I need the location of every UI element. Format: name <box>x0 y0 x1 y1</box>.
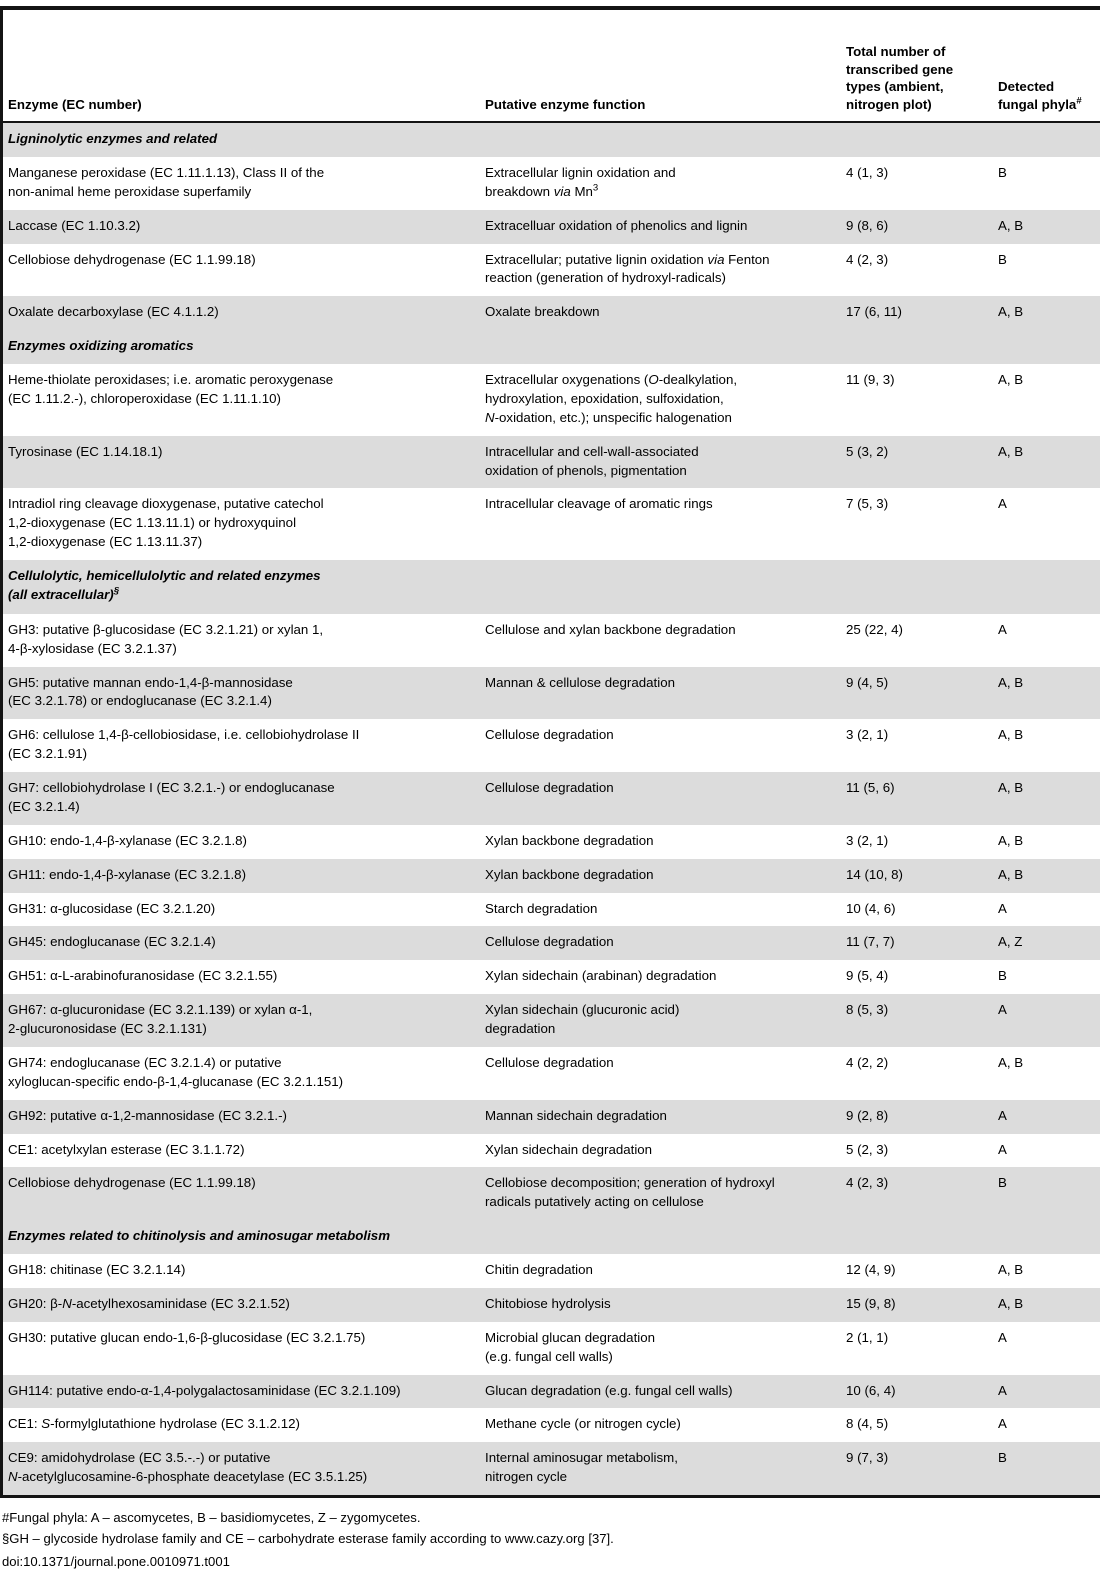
column-header-total-line4: nitrogen plot) <box>846 97 932 113</box>
cell-transcribed-gene-types: 10 (6, 4) <box>838 1375 990 1409</box>
cell-detected-fungal-phyla: A, B <box>990 210 1100 244</box>
footnote-fungal-phyla: #Fungal phyla: A – ascomycetes, B – basidiomycetes, Z – zygomycetes. <box>2 1510 421 1525</box>
cell-function: Extracelluar oxidation of phenolics and lignin <box>477 210 838 244</box>
footnote-enzyme-families: §GH – glycoside hydrolase family and CE – carbohydrate esterase family according to www.cazy.org [37]. <box>2 1531 614 1547</box>
cell-transcribed-gene-types: 9 (5, 4) <box>838 960 990 994</box>
cell-enzyme: GH6: cellulose 1,4-β-cellobiosidase, i.e. cellobiohydrolase II (EC 3.2.1.91) <box>0 719 477 772</box>
cell-function: Intracellular and cell-wall-associated oxidation of phenols, pigmentation <box>477 436 838 489</box>
cell-function: Cellulose and xylan backbone degradation <box>477 614 838 667</box>
cell-enzyme: CE9: amidohydrolase (EC 3.5.-.-) or putative N-acetylglucosamine-6-phosphate deacetylase (EC 3.5.1.25) <box>0 1442 477 1495</box>
cell-detected-fungal-phyla: A, B <box>990 859 1100 893</box>
cell-function: Oxalate breakdown <box>477 296 838 330</box>
cell-enzyme: GH31: α-glucosidase (EC 3.2.1.20) <box>0 893 477 927</box>
cell-enzyme: GH5: putative mannan endo-1,4-β-mannosidase (EC 3.2.1.78) or endoglucanase (EC 3.2.1.4) <box>0 667 477 720</box>
cell-function: Xylan backbone degradation <box>477 825 838 859</box>
cell-transcribed-gene-types: 2 (1, 1) <box>838 1322 990 1375</box>
cell-detected-fungal-phyla: B <box>990 1442 1100 1495</box>
cell-transcribed-gene-types: 15 (9, 8) <box>838 1288 990 1322</box>
section-header-label: Ligninolytic enzymes and related <box>0 122 1100 157</box>
table-row <box>0 825 1100 859</box>
cell-transcribed-gene-types: 3 (2, 1) <box>838 825 990 859</box>
table-row <box>0 296 1100 330</box>
cell-function: Cellobiose decomposition; generation of hydroxyl radicals putatively acting on cellulose <box>477 1167 838 1220</box>
cell-function: Cellulose degradation <box>477 719 838 772</box>
cell-enzyme: GH92: putative α-1,2-mannosidase (EC 3.2.1.-) <box>0 1100 477 1134</box>
cell-detected-fungal-phyla: A <box>990 1100 1100 1134</box>
cell-enzyme: Manganese peroxidase (EC 1.11.1.13), Class II of the non-animal heme peroxidase superfamily <box>0 157 477 210</box>
cell-transcribed-gene-types: 11 (9, 3) <box>838 364 990 436</box>
cell-function: Chitobiose hydrolysis <box>477 1288 838 1322</box>
cell-enzyme: Oxalate decarboxylase (EC 4.1.1.2) <box>0 296 477 330</box>
cell-transcribed-gene-types: 4 (1, 3) <box>838 157 990 210</box>
cell-transcribed-gene-types: 11 (5, 6) <box>838 772 990 825</box>
table-row <box>0 1322 1100 1375</box>
cell-transcribed-gene-types: 10 (4, 6) <box>838 893 990 927</box>
cell-transcribed-gene-types: 8 (4, 5) <box>838 1408 990 1442</box>
section-header-row <box>0 560 1100 614</box>
column-header-enzyme <box>0 10 477 122</box>
table-row <box>0 667 1100 720</box>
table-row <box>0 614 1100 667</box>
cell-detected-fungal-phyla: A, B <box>990 719 1100 772</box>
cell-enzyme: CE1: S-formylglutathione hydrolase (EC 3.1.2.12) <box>0 1408 477 1442</box>
section-header-label: Enzymes oxidizing aromatics <box>0 330 1100 364</box>
cell-function: Extracellular lignin oxidation and breakdown via Mn$^3$ <box>477 157 838 210</box>
cell-enzyme: Cellobiose dehydrogenase (EC 1.1.99.18) <box>0 1167 477 1220</box>
column-header-phyla-line2: fungal phyla <box>998 97 1077 113</box>
cell-transcribed-gene-types: 25 (22, 4) <box>838 614 990 667</box>
cell-function: Methane cycle (or nitrogen cycle) <box>477 1408 838 1442</box>
footnote-doi: doi:10.1371/journal.pone.0010971.t001 <box>2 1554 230 1570</box>
cell-function: Mannan & cellulose degradation <box>477 667 838 720</box>
table-page <box>0 6 1100 1573</box>
cell-transcribed-gene-types: 4 (2, 2) <box>838 1047 990 1100</box>
cell-detected-fungal-phyla: B <box>990 244 1100 297</box>
section-header-row <box>0 122 1100 157</box>
table-row <box>0 364 1100 436</box>
column-header-total-line2: transcribed gene <box>846 61 954 77</box>
column-header-total-line3: types (ambient, <box>846 79 944 95</box>
cell-detected-fungal-phyla: B <box>990 157 1100 210</box>
cell-function: Xylan backbone degradation <box>477 859 838 893</box>
table-row <box>0 1167 1100 1220</box>
cell-enzyme: GH114: putative endo-α-1,4-polygalactosaminidase (EC 3.2.1.109) <box>0 1375 477 1409</box>
cell-function: Microbial glucan degradation (e.g. fungal cell walls) <box>477 1322 838 1375</box>
table-row <box>0 772 1100 825</box>
cell-transcribed-gene-types: 9 (8, 6) <box>838 210 990 244</box>
cell-enzyme: CE1: acetylxylan esterase (EC 3.1.1.72) <box>0 1134 477 1168</box>
cell-enzyme: GH11: endo-1,4-β-xylanase (EC 3.2.1.8) <box>0 859 477 893</box>
column-header-phyla <box>990 10 1100 122</box>
table-header-row <box>0 10 1100 122</box>
column-header-phyla-line1: Detected <box>998 79 1055 95</box>
cell-detected-fungal-phyla: A <box>990 994 1100 1047</box>
cell-transcribed-gene-types: 4 (2, 3) <box>838 244 990 297</box>
cell-detected-fungal-phyla: A <box>990 1322 1100 1375</box>
section-header-row <box>0 330 1100 364</box>
cell-function: Cellulose degradation <box>477 926 838 960</box>
cell-detected-fungal-phyla: B <box>990 1167 1100 1220</box>
cell-enzyme: Laccase (EC 1.10.3.2) <box>0 210 477 244</box>
cell-detected-fungal-phyla: A, B <box>990 1288 1100 1322</box>
cell-detected-fungal-phyla: A, B <box>990 667 1100 720</box>
column-header-function <box>477 10 838 122</box>
table-row <box>0 926 1100 960</box>
cell-enzyme: Tyrosinase (EC 1.14.18.1) <box>0 436 477 489</box>
cell-detected-fungal-phyla: A <box>990 1134 1100 1168</box>
enzyme-table <box>0 10 1100 1495</box>
cell-function: Chitin degradation <box>477 1254 838 1288</box>
cell-detected-fungal-phyla: A, B <box>990 825 1100 859</box>
table-row <box>0 1408 1100 1442</box>
table-row <box>0 1134 1100 1168</box>
table-row <box>0 244 1100 297</box>
table-row <box>0 210 1100 244</box>
table-row <box>0 859 1100 893</box>
section-header-label: Enzymes related to chitinolysis and aminosugar metabolism <box>0 1220 1100 1254</box>
cell-function: Xylan sidechain degradation <box>477 1134 838 1168</box>
cell-enzyme: GH18: chitinase (EC 3.2.1.14) <box>0 1254 477 1288</box>
cell-enzyme: GH30: putative glucan endo-1,6-β-glucosidase (EC 3.2.1.75) <box>0 1322 477 1375</box>
table-row <box>0 1375 1100 1409</box>
cell-detected-fungal-phyla: A, B <box>990 772 1100 825</box>
cell-function: Xylan sidechain (arabinan) degradation <box>477 960 838 994</box>
section-header-label: Cellulolytic, hemicellulolytic and related enzymes (all extracellular)§ <box>0 560 1100 614</box>
cell-function: Extracellular; putative lignin oxidation via Fenton reaction (generation of hydroxyl-radicals) <box>477 244 838 297</box>
table-footnotes <box>0 1495 1100 1573</box>
cell-transcribed-gene-types: 11 (7, 7) <box>838 926 990 960</box>
cell-transcribed-gene-types: 17 (6, 11) <box>838 296 990 330</box>
column-header-phyla-footnote-marker: # <box>1076 95 1082 107</box>
column-header-enzyme-label: Enzyme (EC number) <box>8 97 142 113</box>
cell-function: Cellulose degradation <box>477 1047 838 1100</box>
column-header-total-line1: Total number of <box>846 43 946 59</box>
cell-transcribed-gene-types: 7 (5, 3) <box>838 488 990 560</box>
cell-enzyme: Heme-thiolate peroxidases; i.e. aromatic peroxygenase (EC 1.11.2.-), chloroperoxidase (EC 1.11.1.10) <box>0 364 477 436</box>
cell-transcribed-gene-types: 4 (2, 3) <box>838 1167 990 1220</box>
cell-transcribed-gene-types: 9 (7, 3) <box>838 1442 990 1495</box>
table-row <box>0 719 1100 772</box>
cell-detected-fungal-phyla: A, Z <box>990 926 1100 960</box>
cell-transcribed-gene-types: 8 (5, 3) <box>838 994 990 1047</box>
cell-detected-fungal-phyla: A, B <box>990 1254 1100 1288</box>
cell-enzyme: GH45: endoglucanase (EC 3.2.1.4) <box>0 926 477 960</box>
table-row <box>0 436 1100 489</box>
table-row <box>0 1442 1100 1495</box>
cell-detected-fungal-phyla: A <box>990 488 1100 560</box>
cell-detected-fungal-phyla: B <box>990 960 1100 994</box>
cell-function: Glucan degradation (e.g. fungal cell walls) <box>477 1375 838 1409</box>
cell-function: Intracellular cleavage of aromatic rings <box>477 488 838 560</box>
table-body <box>0 122 1100 1495</box>
table-row <box>0 1288 1100 1322</box>
cell-transcribed-gene-types: 12 (4, 9) <box>838 1254 990 1288</box>
cell-enzyme: GH51: α-L-arabinofuranosidase (EC 3.2.1.55) <box>0 960 477 994</box>
cell-function: Extracellular oxygenations (O-dealkylation, hydroxylation, epoxidation, sulfoxidation, N-oxidation, etc.); unspecific halogenation <box>477 364 838 436</box>
cell-enzyme: Intradiol ring cleavage dioxygenase, putative catechol 1,2-dioxygenase (EC 1.13.11.1) or hydroxyquinol 1,2-dioxygenase (EC 1.13.11.37) <box>0 488 477 560</box>
cell-detected-fungal-phyla: A, B <box>990 364 1100 436</box>
table-row <box>0 1254 1100 1288</box>
cell-detected-fungal-phyla: A <box>990 1375 1100 1409</box>
cell-transcribed-gene-types: 5 (3, 2) <box>838 436 990 489</box>
table-row <box>0 1100 1100 1134</box>
cell-detected-fungal-phyla: A, B <box>990 296 1100 330</box>
cell-function: Starch degradation <box>477 893 838 927</box>
cell-transcribed-gene-types: 14 (10, 8) <box>838 859 990 893</box>
table-row <box>0 1047 1100 1100</box>
cell-detected-fungal-phyla: A, B <box>990 436 1100 489</box>
table-row <box>0 157 1100 210</box>
cell-enzyme: GH3: putative β-glucosidase (EC 3.2.1.21) or xylan 1, 4-β-xylosidase (EC 3.2.1.37) <box>0 614 477 667</box>
cell-detected-fungal-phyla: A <box>990 614 1100 667</box>
table-header <box>0 10 1100 122</box>
cell-function: Xylan sidechain (glucuronic acid) degradation <box>477 994 838 1047</box>
table-row <box>0 994 1100 1047</box>
cell-function: Internal aminosugar metabolism, nitrogen cycle <box>477 1442 838 1495</box>
table-row <box>0 488 1100 560</box>
cell-enzyme: GH20: β-N-acetylhexosaminidase (EC 3.2.1.52) <box>0 1288 477 1322</box>
column-header-total <box>838 10 990 122</box>
cell-enzyme: GH74: endoglucanase (EC 3.2.1.4) or putative xyloglucan-specific endo-β-1,4-glucanase (EC 3.2.1.151) <box>0 1047 477 1100</box>
cell-function: Mannan sidechain degradation <box>477 1100 838 1134</box>
cell-transcribed-gene-types: 9 (4, 5) <box>838 667 990 720</box>
cell-transcribed-gene-types: 9 (2, 8) <box>838 1100 990 1134</box>
cell-enzyme: GH7: cellobiohydrolase I (EC 3.2.1.-) or endoglucanase (EC 3.2.1.4) <box>0 772 477 825</box>
cell-detected-fungal-phyla: A <box>990 893 1100 927</box>
table-row <box>0 893 1100 927</box>
table-container <box>0 6 1100 1495</box>
section-header-row <box>0 1220 1100 1254</box>
cell-enzyme: GH10: endo-1,4-β-xylanase (EC 3.2.1.8) <box>0 825 477 859</box>
cell-function: Cellulose degradation <box>477 772 838 825</box>
table-row <box>0 960 1100 994</box>
cell-transcribed-gene-types: 5 (2, 3) <box>838 1134 990 1168</box>
cell-detected-fungal-phyla: A, B <box>990 1047 1100 1100</box>
column-header-function-label: Putative enzyme function <box>485 97 646 113</box>
cell-detected-fungal-phyla: A <box>990 1408 1100 1442</box>
cell-enzyme: Cellobiose dehydrogenase (EC 1.1.99.18) <box>0 244 477 297</box>
cell-enzyme: GH67: α-glucuronidase (EC 3.2.1.139) or xylan α-1, 2-glucuronosidase (EC 3.2.1.131) <box>0 994 477 1047</box>
cell-transcribed-gene-types: 3 (2, 1) <box>838 719 990 772</box>
